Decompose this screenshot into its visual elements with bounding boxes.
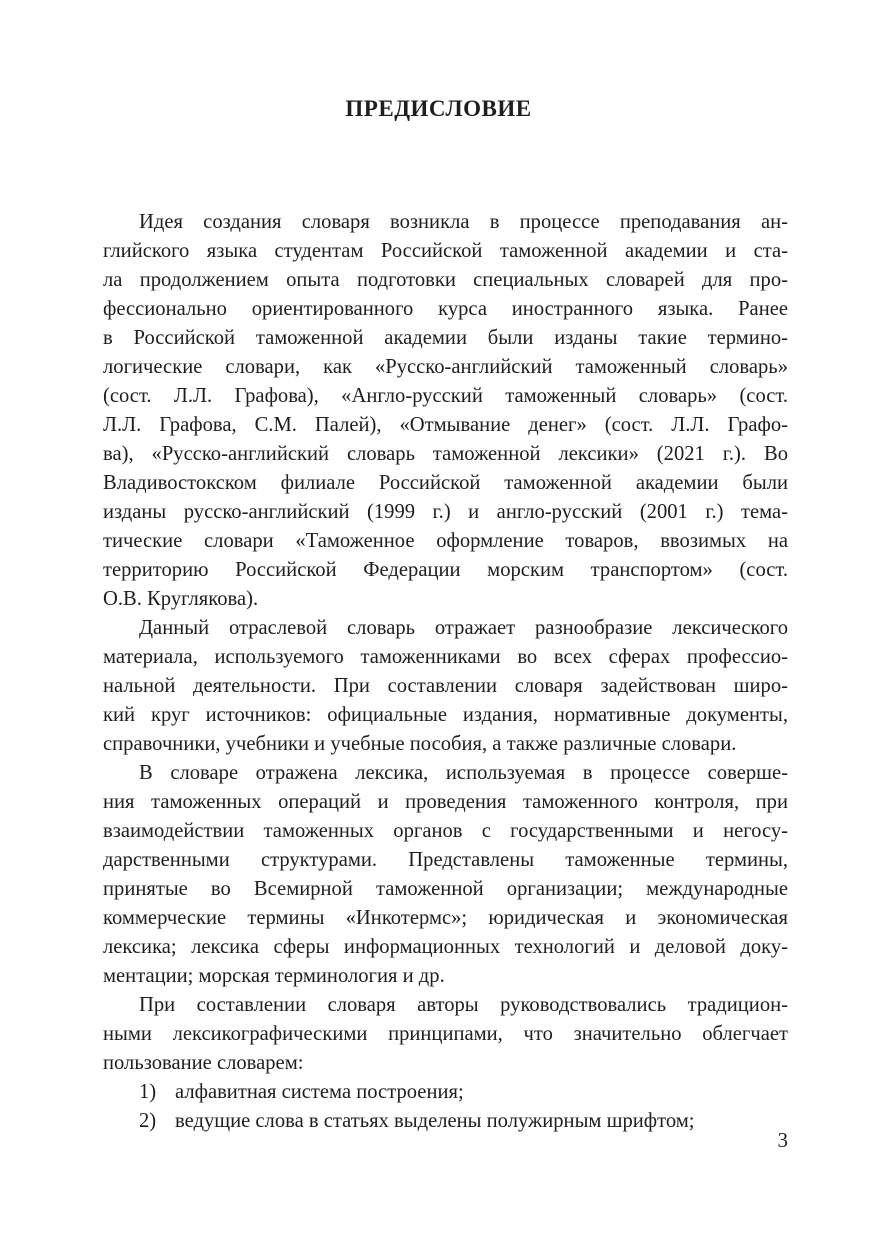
text-line: Данный отраслевой словарь отражает разнообразие лексического [139, 617, 788, 639]
text-line: лексика; лексика сферы информационных технологий и деловой доку- [103, 936, 788, 958]
text-line: территорию Российской Федерации морским транспортом» (сост. [103, 559, 788, 581]
list-item [103, 1107, 788, 1136]
paragraph [103, 759, 788, 991]
page-number: 3 [777, 1128, 788, 1152]
text-line: О.В. Круглякова). [103, 588, 259, 610]
text-line: глийского языка студентам Российской таможенной академии и ста- [103, 240, 788, 262]
text-line: пользование словарем: [103, 1052, 304, 1074]
text-line: В словаре отражена лексика, используемая в процессе соверше- [139, 762, 788, 784]
text-line: материала, используемого таможенниками во всех сферах профессио- [103, 646, 788, 668]
text-line: ния таможенных операций и проведения таможенного контроля, при [103, 791, 788, 813]
numbered-list [103, 1078, 788, 1136]
list-number: 2) [139, 1110, 157, 1132]
text-line: дарственными структурами. Представлены таможенные термины, [103, 849, 788, 871]
text-line: При составлении словаря авторы руководствовались традицион- [139, 994, 788, 1016]
text-line: (сост. Л.Л. Графова), «Англо-русский таможенный словарь» (сост. [103, 385, 788, 407]
text-line: тические словари «Таможенное оформление товаров, ввозимых на [103, 530, 788, 552]
text-line: ва), «Русско-английский словарь таможенной лексики» (2021 г.). Во [103, 443, 788, 465]
text-line: взаимодействии таможенных органов с государственными и негосу- [103, 820, 788, 842]
text-line: принятые во Всемирной таможенной организации; международные [103, 878, 788, 900]
text-line: Л.Л. Графова, С.М. Палей), «Отмывание денег» (сост. Л.Л. Графо- [103, 414, 788, 436]
text-line: в Российской таможенной академии были изданы такие термино- [103, 327, 788, 349]
text-line: изданы русско-английский (1999 г.) и англо-русский (2001 г.) тема- [103, 501, 788, 523]
text-line: коммерческие термины «Инкотермс»; юридическая и экономическая [103, 907, 788, 929]
text-line: ными лексикографическими принципами, что значительно облегчает [103, 1023, 788, 1045]
text-line: ла продолжением опыта подготовки специальных словарей для про- [103, 269, 788, 291]
paragraph [103, 614, 788, 759]
text-line: фессионально ориентированного курса иностранного языка. Ранее [103, 298, 788, 320]
list-item [103, 1078, 788, 1107]
text-line: Владивостокском филиале Российской таможенной академии были [103, 472, 788, 494]
text-line: логические словари, как «Русско-английский таможенный словарь» [103, 356, 788, 378]
text-line: Идея создания словаря возникла в процессе преподавания ан- [139, 211, 788, 233]
page-title: ПРЕДИСЛОВИЕ [345, 96, 532, 121]
list-number: 1) [139, 1081, 157, 1103]
text-line: нальной деятельности. При составлении словаря задействован широ- [103, 675, 788, 697]
preface-body [103, 208, 788, 1136]
text-line: справочники, учебники и учебные пособия, а также различные словари. [103, 733, 737, 755]
paragraph [103, 208, 788, 614]
text-line: кий круг источников: официальные издания, нормативные документы, [103, 704, 788, 726]
paragraph [103, 991, 788, 1078]
list-text: ведущие слова в статьях выделены полужирным шрифтом; [175, 1110, 695, 1132]
list-text: алфавитная система построения; [175, 1081, 464, 1103]
text-line: ментации; морская терминология и др. [103, 965, 445, 987]
